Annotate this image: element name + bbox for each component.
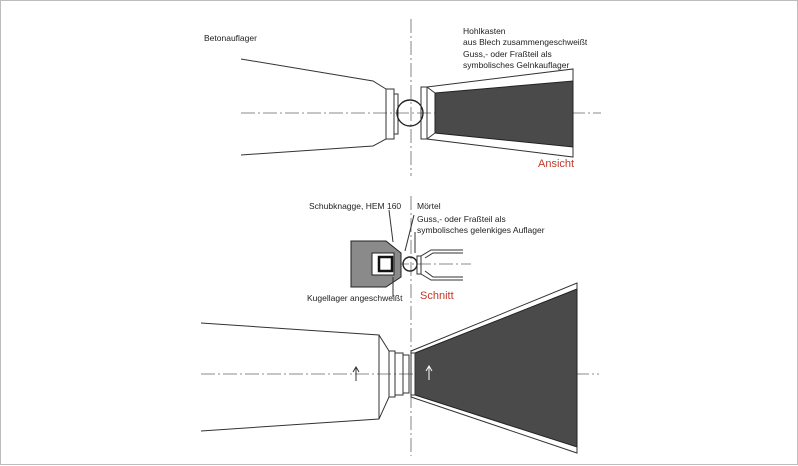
box-girder-bottom: [411, 283, 577, 453]
view-bottom-large: [201, 283, 599, 453]
label-hohlkasten-detail: aus Blech zusammengeschweißt: [463, 37, 588, 47]
concrete-support: [241, 59, 398, 155]
label-hohlkasten: Hohlkasten: [463, 26, 506, 36]
caption-ansicht: Ansicht: [538, 158, 575, 170]
label-gussteil-top-2: symbolisches Gelnkauflager: [463, 60, 570, 70]
concrete-support-bottom: [201, 323, 409, 431]
view-ansicht: [204, 19, 601, 176]
caption-schnitt: Schnitt: [420, 290, 454, 302]
label-gussteil-section-2: symbolisches gelenkiges Auflager: [417, 225, 545, 235]
box-girder-top: [421, 69, 573, 157]
technical-drawing: [1, 1, 798, 466]
label-moertel: Mörtel: [417, 201, 441, 211]
label-kugellager: Kugellager angeschweißt: [307, 293, 403, 303]
label-gussteil-top-1: Guss,- oder Fraßteil als: [463, 49, 552, 59]
cast-part-section: [417, 250, 463, 280]
label-schubknagge: Schubknagge, HEM 160: [309, 201, 402, 211]
label-betonauflager: Betonauflager: [204, 33, 257, 43]
label-gussteil-section-1: Guss,- oder Fraßteil als: [417, 214, 506, 224]
